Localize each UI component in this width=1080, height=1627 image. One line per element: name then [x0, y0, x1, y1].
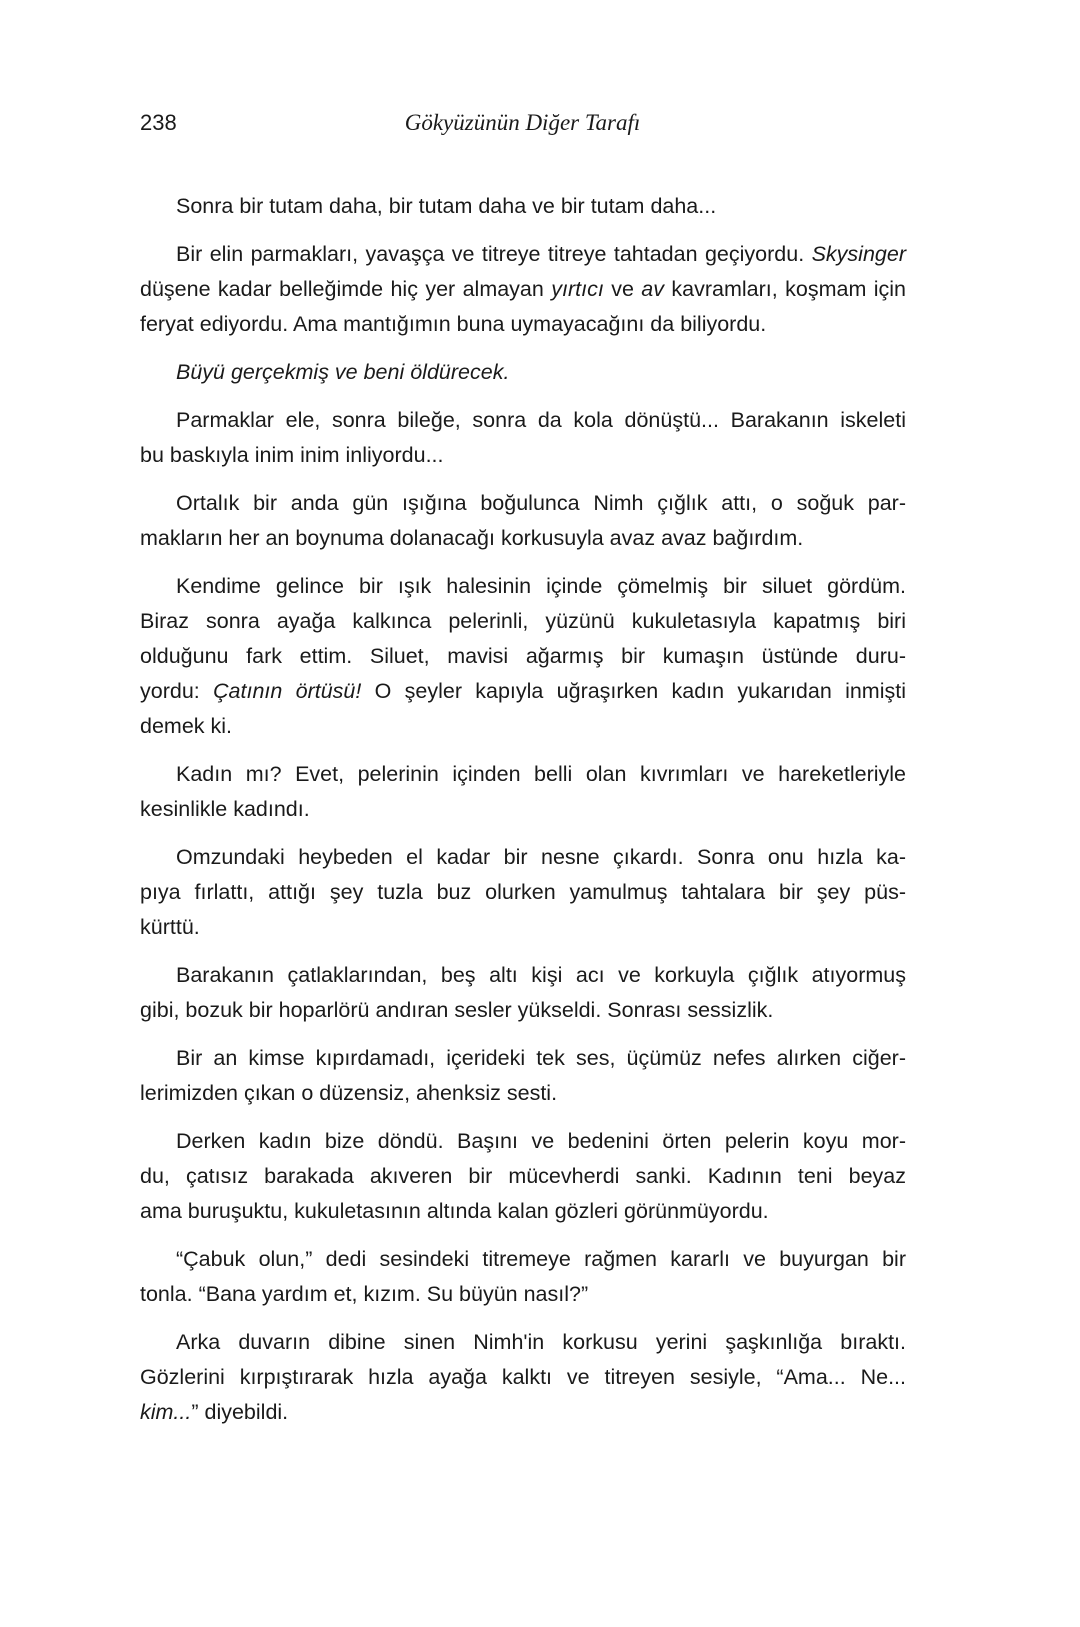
text-line	[140, 757, 906, 792]
italic-text: kim...	[140, 1400, 192, 1424]
running-title: Gökyüzünün Diğer Tarafı	[404, 110, 641, 135]
text: Kadın mı? Evet, pelerinin içinden belli olan kıvrımları ve hareketleriyle	[176, 762, 906, 786]
text: Derken kadın bize döndü. Başını ve bedenini örten pelerin koyu mor-	[176, 1129, 906, 1153]
text: ” diyebildi.	[191, 1400, 289, 1424]
text: kürttü.	[140, 915, 200, 939]
text-line	[140, 486, 906, 521]
text: Barakanın çatlaklarından, beş altı kişi acı ve korkuyla çığlık atıyormuş	[176, 963, 906, 987]
text-line	[140, 840, 906, 875]
text-line	[140, 792, 906, 827]
text: Ortalık bir anda gün ışığına boğulunca Nimh çığlık attı, o soğuk par-	[176, 491, 906, 515]
text: O şeyler kapıyla uğraşırken kadın yukarıdan inmişti	[361, 679, 906, 703]
text-line	[140, 1242, 906, 1277]
text-line	[140, 993, 906, 1028]
text: Biraz sonra ayağa kalkınca pelerinli, yüzünü kukuletasıyla kapatmış biri	[140, 609, 906, 633]
paragraph	[140, 237, 906, 342]
paragraph	[140, 1124, 906, 1229]
text: Bir elin parmakları, yavaşça ve titreye titreye tahtadan geçiyordu.	[176, 242, 812, 266]
text: feryat ediyordu. Ama mantığımın buna uymayacağını da biliyordu.	[140, 312, 767, 336]
text: Sonra bir tutam daha, bir tutam daha ve bir tutam daha...	[176, 194, 717, 218]
text-line	[140, 1159, 906, 1194]
text-line	[140, 1194, 906, 1229]
text: du, çatısız barakada akıveren bir mücevherdi sanki. Kadının teni beyaz	[140, 1164, 906, 1188]
text-line	[140, 237, 906, 272]
paragraph	[140, 355, 906, 390]
paragraph	[140, 486, 906, 556]
page-body	[140, 189, 906, 1430]
paragraph	[140, 958, 906, 1028]
text: pıya fırlattı, attığı şey tuzla buz olurken yamulmuş tahtalara bir şey püs-	[140, 880, 906, 904]
text: makların her an boynuma dolanacağı korkusuyla avaz avaz bağırdım.	[140, 526, 804, 550]
text: Bir an kimse kıpırdamadı, içerideki tek ses, üçümüz nefes alırken ciğer-	[176, 1046, 906, 1070]
paragraph	[140, 1242, 906, 1312]
text-line	[140, 1124, 906, 1159]
text-line	[140, 403, 906, 438]
text-line	[140, 272, 906, 307]
page-header	[140, 110, 905, 142]
text: demek ki.	[140, 714, 233, 738]
paragraph	[140, 403, 906, 473]
text: Gözlerini kırpıştırarak hızla ayağa kalktı ve titreyen sesiyle, “Ama... Ne...	[140, 1365, 906, 1389]
text: kavramları, koşmam için	[664, 277, 906, 301]
text-line	[140, 355, 906, 390]
text-line	[140, 910, 906, 945]
text-line	[140, 1041, 906, 1076]
paragraph	[140, 757, 906, 827]
text-line	[140, 1277, 906, 1312]
text-line	[140, 1325, 906, 1360]
text-line	[140, 438, 906, 473]
text-line	[140, 1076, 906, 1111]
text: Kendime gelince bir ışık halesinin içinde çömelmiş bir siluet gördüm.	[176, 574, 906, 598]
paragraph	[140, 1041, 906, 1111]
text-line	[140, 521, 906, 556]
paragraph	[140, 1325, 906, 1430]
italic-text: yırtıcı	[551, 277, 604, 301]
text: lerimizden çıkan o düzensiz, ahenksiz sesti.	[140, 1081, 558, 1105]
paragraph	[140, 189, 906, 224]
paragraph	[140, 840, 906, 945]
text-line	[140, 604, 906, 639]
text: tonla. “Bana yardım et, kızım. Su büyün nasıl?”	[140, 1282, 589, 1306]
text: “Çabuk olun,” dedi sesindeki titremeye rağmen kararlı ve buyurgan bir	[176, 1247, 906, 1271]
text: yordu:	[140, 679, 214, 703]
text-line	[140, 875, 906, 910]
text-line	[140, 189, 906, 224]
text: Arka duvarın dibine sinen Nimh'in korkusu yerini şaşkınlığa bıraktı.	[176, 1330, 906, 1354]
page-number: 238	[140, 110, 177, 135]
italic-text: Çatının örtüsü!	[213, 679, 362, 703]
text: ama buruşuktu, kukuletasının altında kalan gözleri görünmüyordu.	[140, 1199, 769, 1223]
text-line	[140, 709, 906, 744]
text: gibi, bozuk bir hoparlörü andıran sesler yükseldi. Sonrası sessizlik.	[140, 998, 774, 1022]
text-line	[140, 639, 906, 674]
text: Parmaklar ele, sonra bileğe, sonra da kola dönüştü... Barakanın iskeleti	[176, 408, 906, 432]
paragraph	[140, 569, 906, 744]
text-line	[140, 674, 906, 709]
text: bu baskıyla inim inim inliyordu...	[140, 443, 444, 467]
italic-text: av	[641, 277, 665, 301]
text: ve	[603, 277, 642, 301]
text-line	[140, 1395, 906, 1430]
text: Omzundaki heybeden el kadar bir nesne çıkardı. Sonra onu hızla ka-	[176, 845, 906, 869]
text: olduğunu fark ettim. Siluet, mavisi ağarmış bir kumaşın üstünde duru-	[140, 644, 906, 668]
text: kesinlikle kadındı.	[140, 797, 310, 821]
text-line	[140, 958, 906, 993]
italic-text: Büyü gerçekmiş ve beni öldürecek.	[176, 360, 510, 384]
text-line	[140, 569, 906, 604]
text-line	[140, 1360, 906, 1395]
text-line	[140, 307, 906, 342]
text: düşene kadar belleğimde hiç yer almayan	[140, 277, 552, 301]
italic-text: Skysinger	[811, 242, 906, 266]
